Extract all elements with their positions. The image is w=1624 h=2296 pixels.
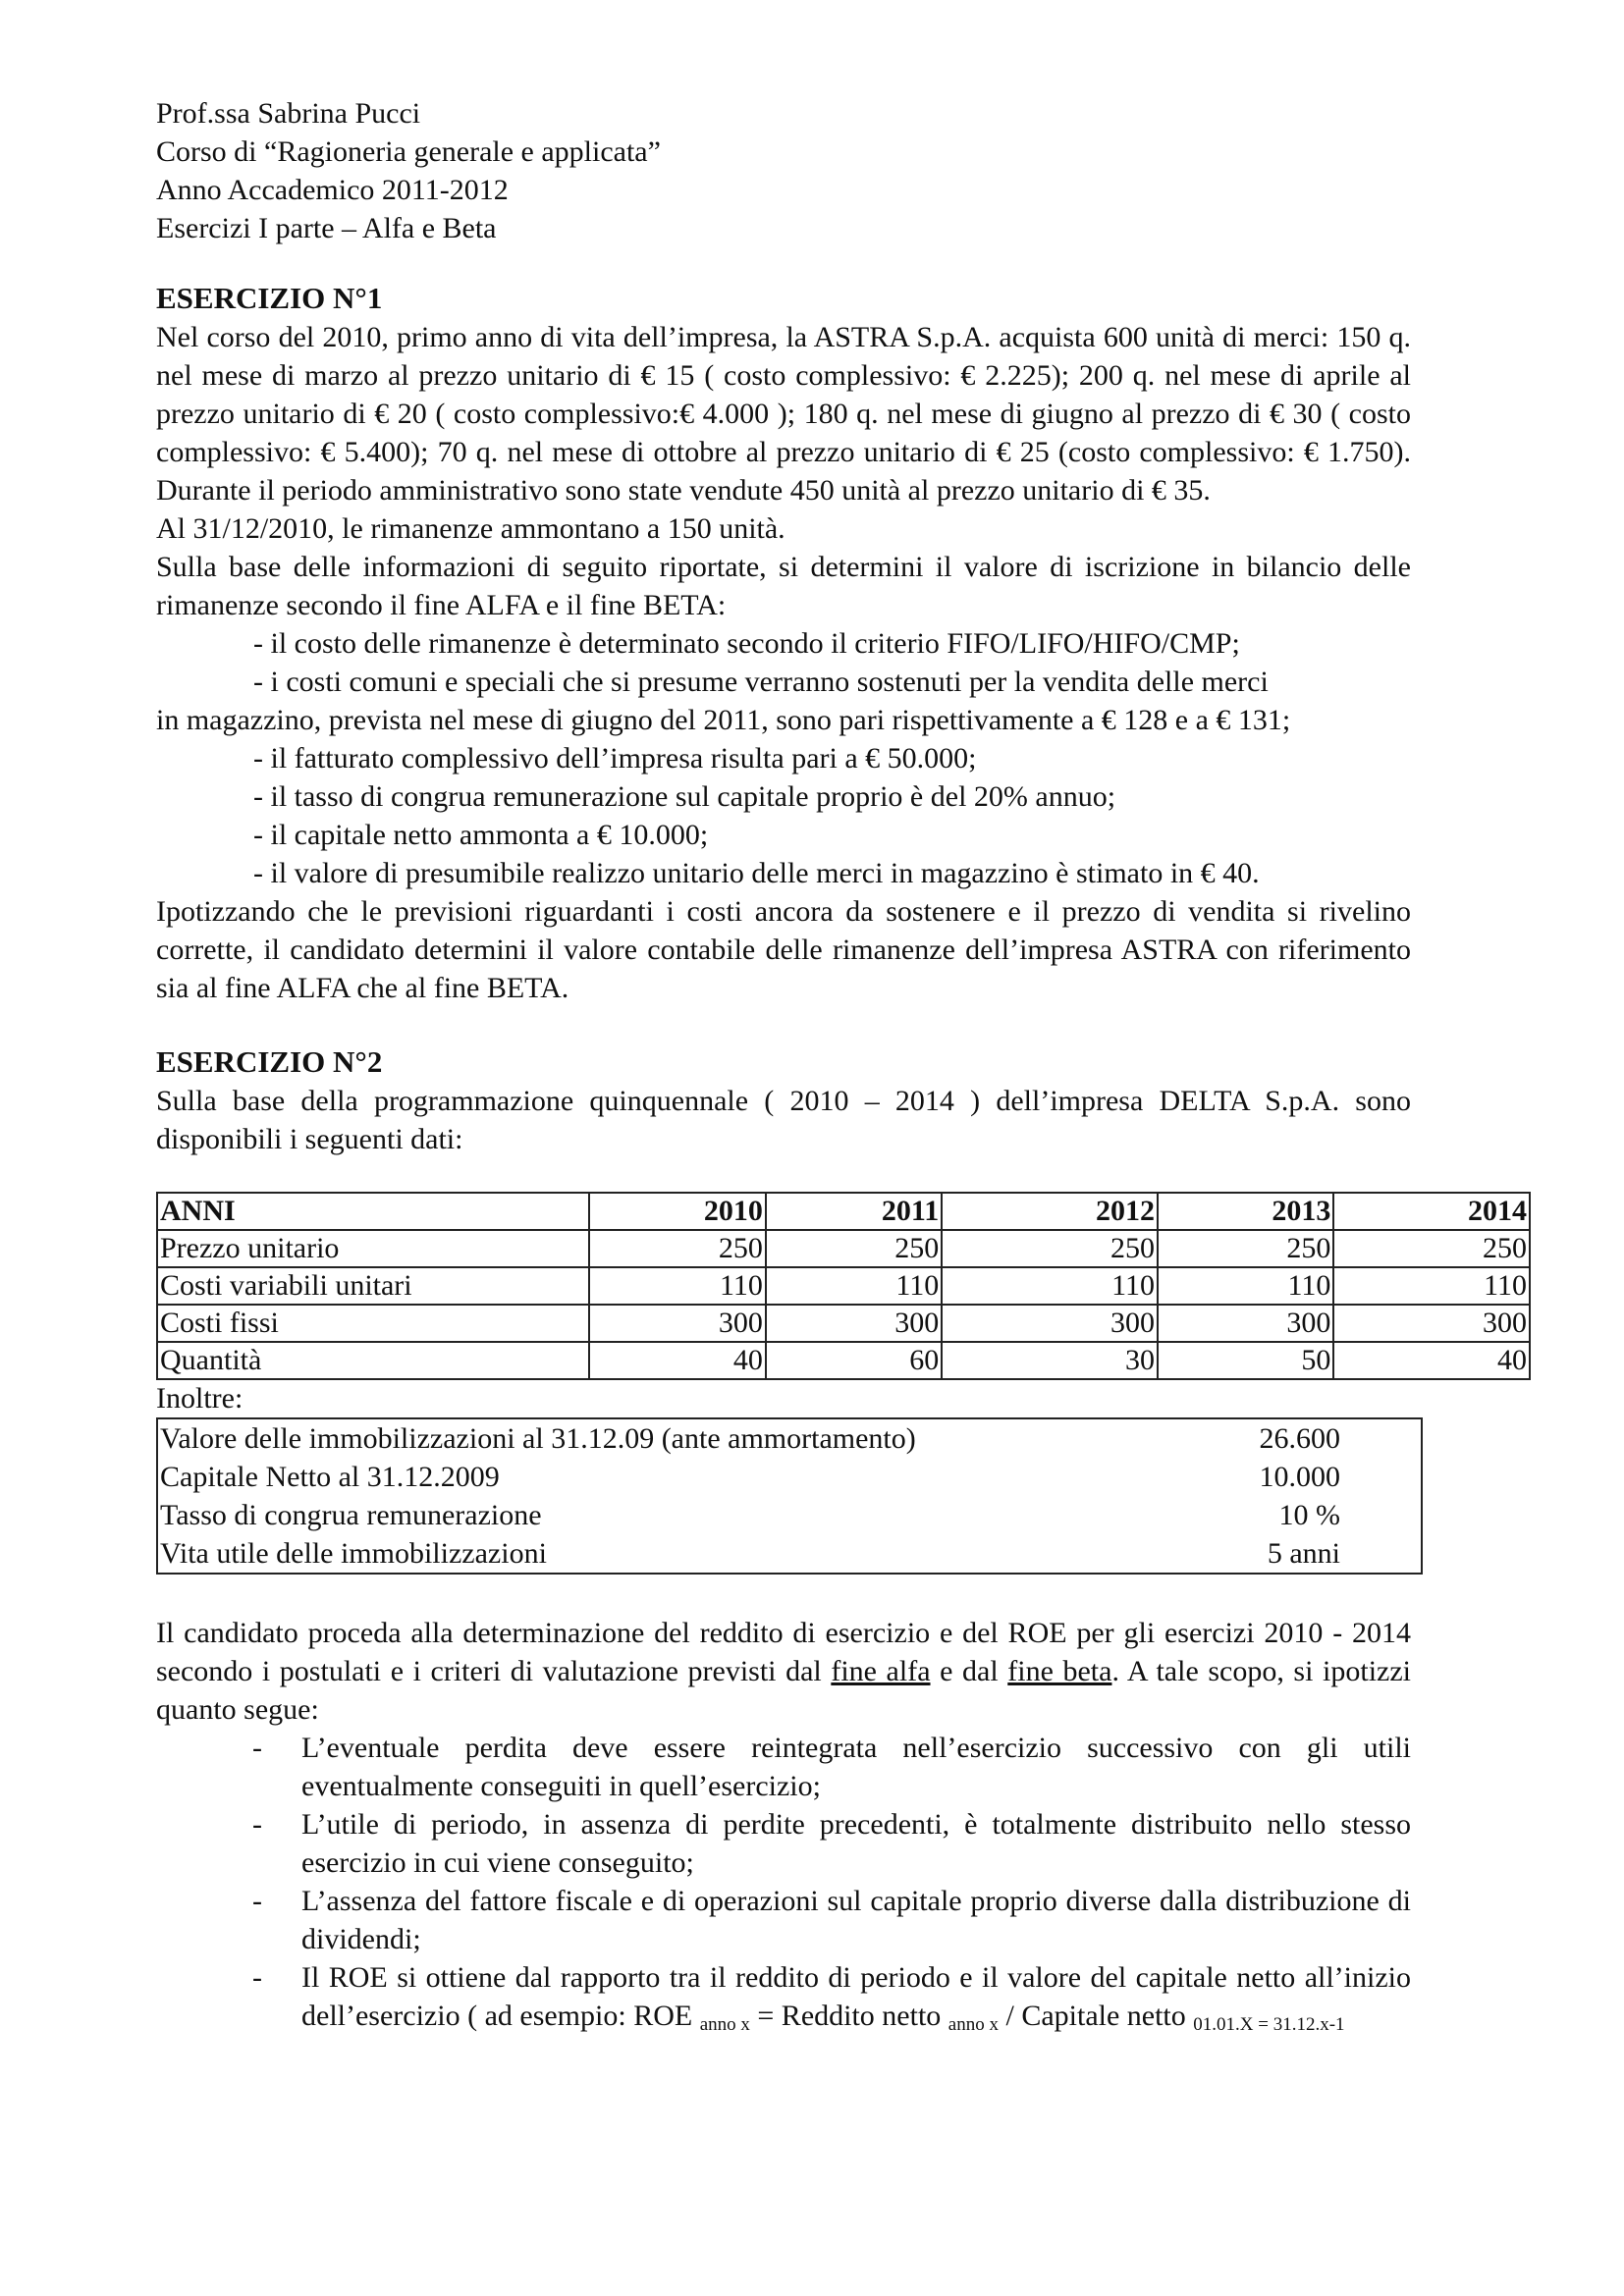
table-header-cell: 2013	[1158, 1193, 1333, 1230]
table-cell: 300	[1333, 1305, 1530, 1342]
table-cell: 250	[766, 1230, 942, 1267]
academic-year: Anno Accademico 2011-2012	[156, 174, 509, 206]
roe-subscript-2: anno x	[947, 2014, 999, 2035]
table-cell: 10 %	[1278, 1499, 1340, 1531]
table-cell: Valore delle immobilizzazioni al 31.12.09 (ante ammortamento)	[160, 1422, 916, 1455]
table-header-cell: 2014	[1333, 1193, 1530, 1230]
ex1-bullet-2: - i costi comuni e speciali che si presume verranno sostenuti per la vendita delle merci	[253, 666, 1269, 698]
table-cell: 110	[1158, 1267, 1333, 1305]
table-cell: 300	[1158, 1305, 1333, 1342]
program-data-table	[156, 1192, 1531, 1380]
list-item	[156, 1958, 1411, 2035]
table-cell: 250	[589, 1230, 765, 1267]
ex1-paragraph-2: Al 31/12/2010, le rimanenze ammontano a 150 unità.	[156, 512, 785, 545]
document-header	[156, 94, 1411, 247]
table-header-cell: 2012	[942, 1193, 1158, 1230]
table-cell: 300	[942, 1305, 1158, 1342]
fine-beta-term: fine beta	[1007, 1655, 1112, 1687]
ex2-instructions-text-b: e dal	[930, 1655, 1008, 1687]
roe-text-1: Il ROE si ottiene dal rapporto tra il reddito di periodo e il valore del capitale netto all’inizio dell’esercizio ( ad esempio: ROE	[301, 1961, 1411, 2032]
table-row	[157, 1267, 1530, 1305]
table-cell: Costi variabili unitari	[157, 1267, 589, 1305]
ex2-intro: Sulla base della programmazione quinquennale ( 2010 – 2014 ) dell’impresa DELTA S.p.A. sono disponibili i seguenti dati:	[156, 1085, 1411, 1155]
table-cell: 60	[766, 1342, 942, 1379]
table-cell: 50	[1158, 1342, 1333, 1379]
table-row	[157, 1496, 1422, 1534]
ex1-bullet-2-continued: in magazzino, prevista nel mese di giugno del 2011, sono pari rispettivamente a € 128 e a € 131;	[156, 704, 1291, 736]
table-cell: 110	[766, 1267, 942, 1305]
ex1-bullet-3: - il fatturato complessivo dell’impresa risulta pari a € 50.000;	[253, 742, 977, 774]
table-cell: Prezzo unitario	[157, 1230, 589, 1267]
ex2-instructions-text-a: Il candidato proceda alla determinazione del reddito di esercizio e del ROE per gli esercizi 2010 - 2014 secondo i postulati e i criteri di valutazione previsti dal	[156, 1617, 1411, 1687]
table-row	[157, 1342, 1530, 1379]
table-cell: 250	[942, 1230, 1158, 1267]
assumptions-list	[156, 1729, 1411, 2035]
ex1-paragraph-3: Sulla base delle informazioni di seguito riportate, si determini il valore di iscrizione in bilancio delle rimanenze secondo il fine ALFA e il fine BETA:	[156, 551, 1411, 621]
ex2-instructions-text-c: . A tale scopo, si ipotizzi quanto segue:	[156, 1655, 1412, 1726]
dash-marker: -	[252, 1808, 262, 1841]
exercise-2-title: ESERCIZIO N°2	[156, 1044, 383, 1079]
table-row	[157, 1458, 1422, 1496]
list-item-text: L’eventuale perdita deve essere reintegrata nell’esercizio successivo con gli utili eventualmente conseguiti in quell’esercizio;	[301, 1732, 1411, 1802]
table-header-row	[157, 1193, 1530, 1230]
list-item-text: L’utile di periodo, in assenza di perdite precedenti, è totalmente distribuito nello stesso esercizio in cui viene conseguito;	[301, 1808, 1411, 1879]
table-cell: 30	[942, 1342, 1158, 1379]
table-cell: 40	[589, 1342, 765, 1379]
fine-alfa-term: fine alfa	[831, 1655, 931, 1687]
dash-marker: -	[252, 1732, 262, 1764]
table-cell: 110	[589, 1267, 765, 1305]
table-cell: Tasso di congrua remunerazione	[160, 1499, 542, 1531]
table-cell: Vita utile delle immobilizzazioni	[160, 1537, 547, 1570]
roe-subscript-3: 01.01.X = 31.12.x-1	[1193, 2014, 1345, 2035]
ex1-bullet-6: - il valore di presumibile realizzo unitario delle merci in magazzino è stimato in € 40.	[253, 857, 1260, 889]
ex1-bullet-4: - il tasso di congrua remunerazione sul capitale proprio è del 20% annuo;	[253, 780, 1116, 813]
table-header-cell: 2011	[766, 1193, 942, 1230]
list-item	[156, 1882, 1411, 1958]
ex1-paragraph-4: Ipotizzando che le previsioni riguardanti i costi ancora da sostenere e il prezzo di vendita si rivelino corrette, il candidato determini il valore contabile delle rimanenze dell’impresa ASTRA con riferimento sia al fine ALFA che al fine BETA.	[156, 895, 1411, 1004]
table-cell: 40	[1333, 1342, 1530, 1379]
table-row	[157, 1230, 1530, 1267]
additional-data-label: Inoltre:	[156, 1382, 244, 1415]
table-row	[157, 1305, 1530, 1342]
roe-subscript-1: anno x	[699, 2014, 750, 2035]
list-item-text: L’assenza del fattore fiscale e di operazioni sul capitale proprio diverse dalla distribuzione di dividendi;	[301, 1885, 1411, 1955]
ex1-bullet-5: - il capitale netto ammonta a € 10.000;	[253, 819, 709, 851]
dash-marker: -	[252, 1885, 262, 1917]
table-header-cell: ANNI	[157, 1193, 589, 1230]
table-cell: 300	[589, 1305, 765, 1342]
table-header-cell: 2010	[589, 1193, 765, 1230]
table-cell: Costi fissi	[157, 1305, 589, 1342]
table-cell: 250	[1158, 1230, 1333, 1267]
table-cell: 10.000	[1259, 1461, 1340, 1493]
dash-marker: -	[252, 1961, 262, 1994]
table-row	[157, 1534, 1422, 1574]
table-cell: 250	[1333, 1230, 1530, 1267]
exercise-set-title: Esercizi I parte – Alfa e Beta	[156, 212, 497, 244]
table-cell: 110	[1333, 1267, 1530, 1305]
table-cell: 26.600	[1259, 1422, 1340, 1455]
table-row	[157, 1418, 1422, 1458]
professor-name: Prof.ssa Sabrina Pucci	[156, 97, 421, 130]
table-cell: 300	[766, 1305, 942, 1342]
roe-text-2: = Reddito netto	[749, 2000, 948, 2032]
list-item	[156, 1729, 1411, 1805]
table-cell: 5 anni	[1267, 1537, 1340, 1570]
exercise-1-title: ESERCIZIO N°1	[156, 281, 383, 315]
table-cell: Quantità	[157, 1342, 589, 1379]
list-item	[156, 1805, 1411, 1882]
additional-data-table	[156, 1417, 1423, 1575]
table-cell: Capitale Netto al 31.12.2009	[160, 1461, 500, 1493]
course-name: Corso di “Ragioneria generale e applicata”	[156, 135, 661, 168]
ex1-bullet-1: - il costo delle rimanenze è determinato secondo il criterio FIFO/LIFO/HIFO/CMP;	[253, 627, 1240, 660]
roe-text-3: / Capitale netto	[998, 2000, 1194, 2032]
ex2-instructions	[156, 1614, 1411, 1729]
ex1-paragraph-1: Nel corso del 2010, primo anno di vita dell’impresa, la ASTRA S.p.A. acquista 600 unità di merci: 150 q. nel mese di marzo al prezzo unitario di € 15 ( costo complessivo: € 2.225); 200 q. nel mese di aprile al prezzo unitario di € 20 ( costo complessivo:€ 4.000 ); 180 q. nel mese di giugno al prezzo di € 30 ( costo complessivo: € 5.400); 70 q. nel mese di ottobre al prezzo unitario di € 25 (costo complessivo: € 1.750). Durante il periodo amministrativo sono state vendute 450 unità al prezzo unitario di € 35.	[156, 321, 1411, 507]
document-page	[156, 94, 1527, 2035]
table-cell: 110	[942, 1267, 1158, 1305]
